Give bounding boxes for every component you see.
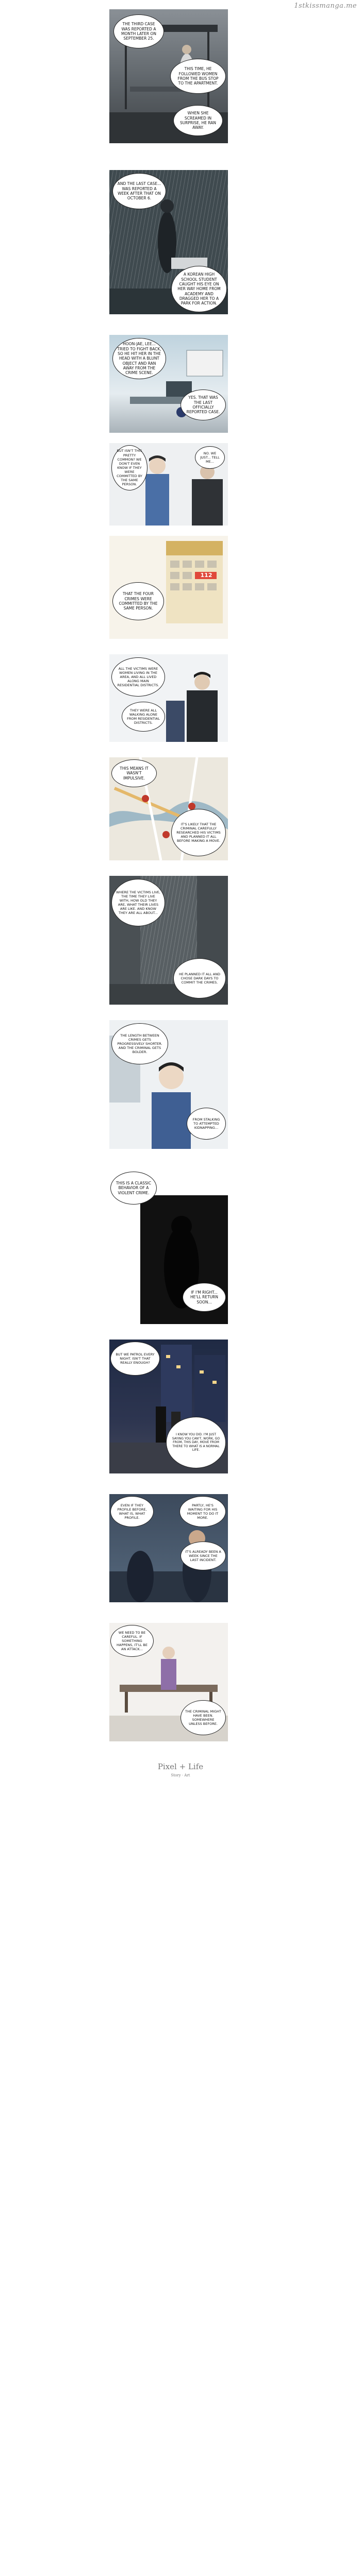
panel-calendar — [109, 536, 228, 639]
speech-bubble: I KNOW YOU DID. I'M JUST SAYING YOU CAN'T, WORK, GO FROM, THIS DAY, MOVE FROM THERE TO WHAT IS A NORMAL LIFE. — [166, 1417, 226, 1468]
panel-bench — [109, 1623, 228, 1741]
speech-bubble: IF I'M RIGHT... HE'LL RETURN SOON... — [183, 1283, 226, 1312]
speech-bubble: THIS MEANS IT WASN'T IMPULSIVE. — [111, 759, 157, 787]
speech-bubble: WE NEED TO BE CAREFUL. IF SOMETHING HAPPENS, IT'LL BE AN ATTACK... — [110, 1625, 154, 1657]
speech-bubble: PARTLY, HE'S WAITING FOR HIS MOMENT TO DO IT MORE. — [179, 1496, 226, 1527]
panel-alley-rain — [109, 876, 228, 1005]
speech-bubble: HOON-JAE, LEE... TRIED TO FIGHT BACK, SO HE HIT HER IN THE HEAD WITH A BLUNT OBJECT AND RAN AWAY FROM THE CRIME SCENE. — [112, 338, 166, 379]
site-watermark: 1stkissmanga.me — [294, 2, 357, 10]
speech-bubble: YES. THAT WAS THE LAST OFFICIALLY REPORTED CASE. — [180, 389, 226, 420]
speech-bubble: THIS TIME, HE FOLLOWED WOMEN FROM THE BUS STOP TO THE APARTMENT. — [170, 59, 226, 94]
speech-bubble: BUT WE PATROL EVERY NIGHT. ISN'T THAT REALLY ENOUGH? — [110, 1342, 160, 1376]
panel-office — [109, 335, 228, 433]
panel-officer — [109, 1020, 228, 1149]
series-logo: Pixel + Life — [157, 1762, 204, 1771]
speech-bubble: IT'S ALREADY BEEN A WEEK SINCE THE LAST INCIDENT. — [180, 1541, 226, 1570]
calendar-number: 112 — [200, 572, 212, 579]
speech-bubble: AND THE LAST CASE... WAS REPORTED A WEEK AFTER THAT ON OCTOBER 6. — [112, 173, 166, 209]
speech-bubble: THE THIRD CASE WAS REPORTED A MONTH LATER ON SEPTEMBER 25. — [113, 14, 164, 48]
speech-bubble: WHEN SHE SCREAMED IN SURPRISE, HE RAN AWAY. — [173, 105, 223, 136]
panel-profile — [109, 1494, 228, 1602]
speech-bubble: WHERE THE VICTIMS LIVE, THE TIME THEY LIVE WITH, HOW OLD THEY ARE, WHAT THEIR LIVES ARE LIKE. AND KNOW THEY ARE ALL ABOUT... — [111, 879, 165, 926]
speech-bubble: THE LENGTH BETWEEN CRIMES GETS PROGRESSIVELY SHORTER. AND THE CRIMINAL GETS BOLDER. — [111, 1023, 168, 1064]
speech-bubble: THE CRIMINAL MIGHT HAVE BEEN. SOMEWHERE UNLESS BEFORE. — [180, 1700, 226, 1735]
panel-detectives — [109, 443, 228, 526]
speech-bubble: FROM STALKING TO ATTEMPTED KIDNAPPING... — [187, 1108, 226, 1140]
panel-map — [109, 757, 228, 860]
speech-bubble: HE PLANNED IT ALL AND CHOSE DARK DAYS TO COMMIT THE CRIMES. — [173, 958, 226, 998]
panel-bus-stop — [109, 9, 228, 143]
series-logo-subtitle: Story · Art — [171, 1773, 190, 1777]
speech-bubble: A KOREAN HIGH SCHOOL STUDENT CAUGHT HIS EYE ON HER WAY HOME FROM ACADEMY AND DRAGGED HER TO A PARK FOR ACTION. — [171, 266, 227, 312]
speech-bubble: IT'S LIKELY THAT THE CRIMINAL CAREFULLY RESEARCHED HIS VICTIMS AND PLANNED IT ALL BEFORE MAKING A MOVE. — [171, 809, 226, 856]
panel-rain-night — [109, 170, 228, 314]
speech-bubble: NO. WE JUST... TELL ME... — [195, 446, 225, 469]
panel-consult — [109, 654, 228, 742]
speech-bubble: EVEN IF THEY PROFILE BEFORE, WHAT IS, WHAT PROFILE. — [110, 1496, 154, 1527]
speech-bubble: THAT THE FOUR CRIMES WERE COMMITTED BY THE SAME PERSON. — [112, 582, 164, 620]
speech-bubble: BUT ISN'T THIS PRETTY COMMON? WE DON'T EVEN KNOW IF THEY WERE COMMITTED BY THE SAME PERSON. — [111, 445, 147, 490]
speech-bubble: THEY WERE ALL WALKING ALONE FROM RESIDENTIAL DISTRICTS. — [122, 702, 165, 732]
panel-street-night — [109, 1340, 228, 1473]
speech-bubble: THIS IS A CLASSIC BEHAVIOR OF A VIOLENT CRIME. — [110, 1172, 157, 1205]
speech-bubble: ALL THE VICTIMS WERE WOMEN LIVING IN THE AREA, AND ALL LIVED ALONG MAIN RESIDENTIAL DISTRICTS. — [111, 657, 165, 697]
panel-silhouette — [109, 1170, 228, 1324]
